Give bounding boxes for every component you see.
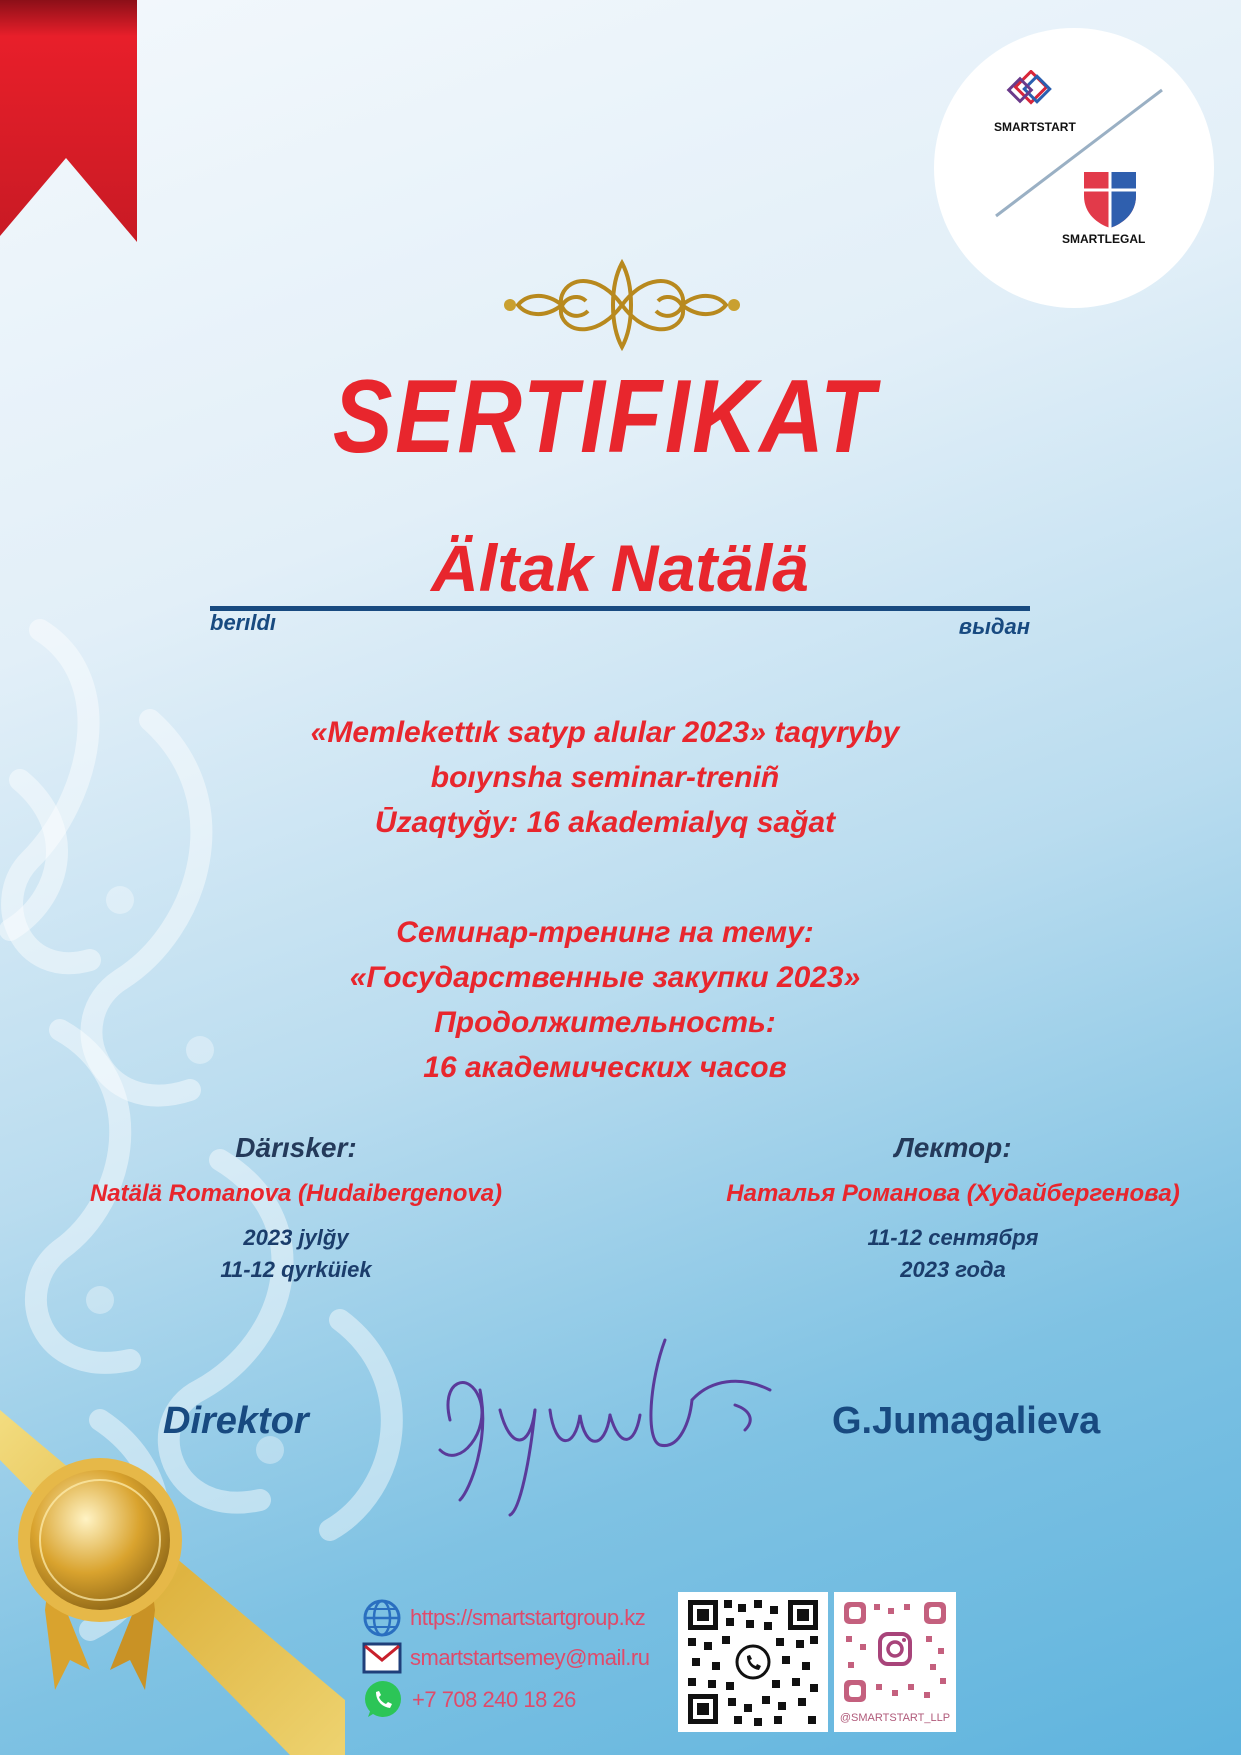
course-kz-line-2: boıynsha seminar-treniñ	[430, 761, 780, 794]
course-kz-line-3: Ūzaqtyğy: 16 akademialyq sağat	[374, 806, 836, 839]
qr-code-icon	[678, 1592, 828, 1732]
whatsapp-qr-code[interactable]	[678, 1592, 828, 1732]
lecturer-date-ru-line-1: 11-12 сентября	[867, 1225, 1039, 1250]
instagram-handle: @SMARTSTART_LLP	[839, 1712, 951, 1724]
name-underline	[210, 606, 1030, 611]
certificate-title: SERTIFIKAT	[332, 359, 878, 475]
course-ru-line-3: Продолжительность:	[434, 1006, 776, 1039]
lecturer-label-ru: Лектор:	[894, 1132, 1012, 1163]
lecturer-date-kz	[36, 1222, 556, 1286]
lecturer-name-ru: Наталья Романова (Худайбергенова)	[726, 1180, 1180, 1207]
globe-icon	[362, 1598, 402, 1638]
director-title: Direktor	[163, 1400, 309, 1442]
director-name: G.Jumagalieva	[832, 1400, 1101, 1442]
phone-number[interactable]: +7 708 240 18 26	[412, 1687, 576, 1712]
contact-email[interactable]	[362, 1638, 649, 1678]
partner-logos	[934, 28, 1214, 308]
contact-website[interactable]	[362, 1598, 645, 1638]
email-link[interactable]: smartstartsemey@mail.ru	[410, 1645, 650, 1670]
red-ribbon-decoration	[0, 0, 140, 245]
recipient-name: Ältak Natälä	[431, 531, 809, 605]
website-link[interactable]: https://smartstartgroup.kz	[410, 1605, 646, 1630]
course-ru-line-4: 16 академических часов	[423, 1051, 787, 1084]
course-description-kz	[100, 710, 1110, 845]
issued-to-label-kz: berıldı	[210, 610, 277, 635]
lecturer-block-kz	[36, 1132, 556, 1286]
gold-ornament-divider	[330, 255, 915, 355]
instagram-qr-code[interactable]	[834, 1592, 956, 1732]
lecturer-date-ru	[693, 1222, 1213, 1286]
lecturer-date-kz-line-1: 2023 jylğy	[243, 1225, 349, 1250]
lecturer-block-ru	[693, 1132, 1213, 1286]
lecturer-label-kz: Därısker:	[235, 1132, 357, 1163]
logo-divider-line	[994, 88, 1164, 218]
course-ru-line-2: «Государственные закупки 2023»	[349, 961, 861, 994]
smartlegal-logo-label: SMARTLEGAL	[1062, 232, 1146, 246]
mail-icon	[362, 1641, 402, 1675]
gold-medal-decoration	[0, 1410, 345, 1755]
lecturer-date-kz-line-2: 11-12 qyrküiek	[220, 1257, 372, 1282]
course-description-ru	[100, 910, 1110, 1090]
lecturer-name-kz: Natälä Romanova (Hudaibergenova)	[89, 1180, 503, 1207]
director-signature	[430, 1320, 780, 1520]
smartstart-logo-label: SMARTSTART	[994, 120, 1076, 134]
lecturer-date-ru-line-2: 2023 года	[900, 1257, 1006, 1282]
issued-to-label-ru: выдан	[958, 614, 1030, 639]
course-ru-line-1: Семинар-тренинг на тему:	[396, 916, 814, 949]
smartlegal-shield-icon	[1082, 170, 1138, 230]
contact-phone[interactable]	[362, 1680, 576, 1720]
instagram-qr-icon	[834, 1592, 956, 1710]
whatsapp-icon	[362, 1679, 404, 1721]
course-kz-line-1: «Memlekettık satyp alular 2023» taqyryby	[310, 716, 900, 749]
